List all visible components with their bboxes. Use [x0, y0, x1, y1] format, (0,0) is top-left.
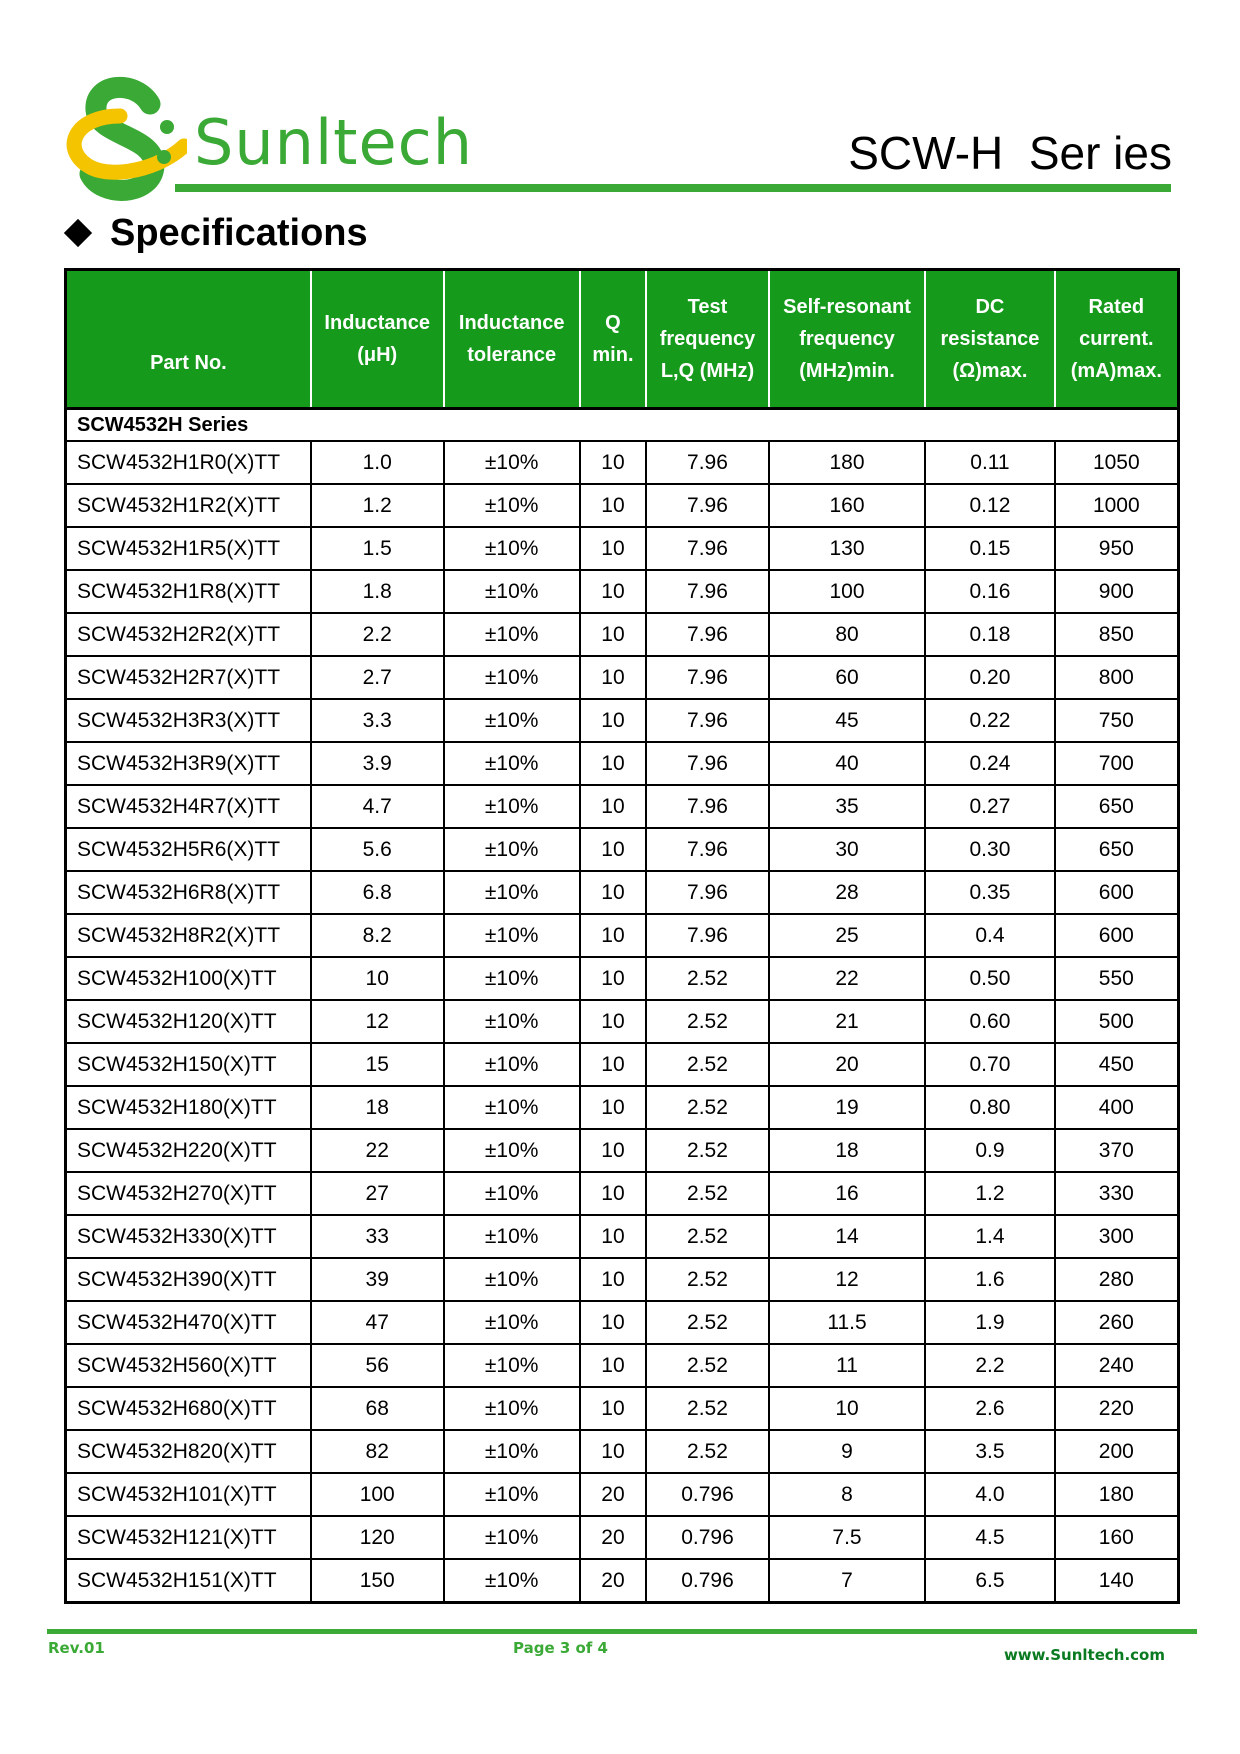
test-frequency-cell: 7.96: [646, 484, 769, 527]
q-min-cell: 20: [580, 1559, 646, 1603]
dcr-cell: 2.2: [925, 1344, 1054, 1387]
dcr-cell: 0.70: [925, 1043, 1054, 1086]
table-row: [66, 1344, 1179, 1387]
tolerance-cell: ±10%: [444, 1086, 580, 1129]
q-min-cell: 10: [580, 1301, 646, 1344]
header-current-line: (mA)max.: [1070, 360, 1162, 382]
part-number-cell: SCW4532H330(X)TT: [66, 1215, 311, 1258]
header-current-line: current.: [1079, 328, 1154, 350]
srf-cell: 45: [769, 699, 925, 742]
q-min-cell: 10: [580, 914, 646, 957]
inductance-cell: 6.8: [311, 871, 444, 914]
inductance-cell: 22: [311, 1129, 444, 1172]
inductance-cell: 150: [311, 1559, 444, 1603]
header-test-frequency-line: Test: [687, 296, 728, 318]
srf-cell: 30: [769, 828, 925, 871]
page-number: Page 3 of 4: [513, 1639, 608, 1657]
header-tolerance-line: Inductance: [458, 312, 565, 334]
table-row: [66, 656, 1179, 699]
inductance-cell: 56: [311, 1344, 444, 1387]
srf-cell: 28: [769, 871, 925, 914]
inductance-cell: 33: [311, 1215, 444, 1258]
rated-current-cell: 220: [1055, 1387, 1179, 1430]
part-number-cell: SCW4532H1R2(X)TT: [66, 484, 311, 527]
test-frequency-cell: 2.52: [646, 1258, 769, 1301]
header-rated-current: [1055, 270, 1179, 409]
sunltech-logo-icon: [62, 72, 187, 204]
tolerance-cell: ±10%: [444, 1387, 580, 1430]
series-group-label: SCW4532H Series: [66, 409, 1179, 442]
header-tolerance: [444, 270, 580, 409]
tolerance-cell: ±10%: [444, 527, 580, 570]
dcr-cell: 0.22: [925, 699, 1054, 742]
dcr-cell: 0.35: [925, 871, 1054, 914]
srf-cell: 180: [769, 441, 925, 484]
tolerance-cell: ±10%: [444, 613, 580, 656]
rated-current-cell: 950: [1055, 527, 1179, 570]
rated-current-cell: 800: [1055, 656, 1179, 699]
test-frequency-cell: 7.96: [646, 656, 769, 699]
dcr-cell: 0.30: [925, 828, 1054, 871]
dcr-cell: 0.9: [925, 1129, 1054, 1172]
tolerance-cell: ±10%: [444, 1215, 580, 1258]
inductance-cell: 1.8: [311, 570, 444, 613]
rated-current-cell: 200: [1055, 1430, 1179, 1473]
header-dcr-line: resistance: [940, 328, 1040, 350]
srf-cell: 130: [769, 527, 925, 570]
header-test-frequency-line: frequency: [659, 328, 756, 350]
tolerance-cell: ±10%: [444, 1344, 580, 1387]
test-frequency-cell: 2.52: [646, 1000, 769, 1043]
part-number-cell: SCW4532H3R3(X)TT: [66, 699, 311, 742]
test-frequency-cell: 0.796: [646, 1559, 769, 1603]
section-heading: [62, 214, 368, 252]
rated-current-cell: 330: [1055, 1172, 1179, 1215]
test-frequency-cell: 7.96: [646, 527, 769, 570]
srf-cell: 16: [769, 1172, 925, 1215]
part-number-cell: SCW4532H270(X)TT: [66, 1172, 311, 1215]
part-number-cell: SCW4532H220(X)TT: [66, 1129, 311, 1172]
rated-current-cell: 500: [1055, 1000, 1179, 1043]
dcr-cell: 6.5: [925, 1559, 1054, 1603]
rated-current-cell: 1050: [1055, 441, 1179, 484]
srf-cell: 80: [769, 613, 925, 656]
inductance-cell: 12: [311, 1000, 444, 1043]
part-number-cell: SCW4532H120(X)TT: [66, 1000, 311, 1043]
dcr-cell: 0.18: [925, 613, 1054, 656]
rated-current-cell: 1000: [1055, 484, 1179, 527]
tolerance-cell: ±10%: [444, 785, 580, 828]
table-row: [66, 1129, 1179, 1172]
inductance-cell: 5.6: [311, 828, 444, 871]
header-q-line: min.: [592, 344, 634, 366]
part-number-cell: SCW4532H1R8(X)TT: [66, 570, 311, 613]
inductance-cell: 8.2: [311, 914, 444, 957]
rated-current-cell: 600: [1055, 914, 1179, 957]
rated-current-cell: 180: [1055, 1473, 1179, 1516]
rated-current-cell: 300: [1055, 1215, 1179, 1258]
test-frequency-cell: 7.96: [646, 699, 769, 742]
header-dcr-line: (Ω)max.: [952, 360, 1028, 382]
dcr-cell: 0.27: [925, 785, 1054, 828]
part-number-cell: SCW4532H151(X)TT: [66, 1559, 311, 1603]
header-dcr-line: DC: [975, 296, 1005, 318]
table-row: [66, 1301, 1179, 1344]
table-row: [66, 1387, 1179, 1430]
part-number-cell: SCW4532H6R8(X)TT: [66, 871, 311, 914]
diamond-bullet-icon: [64, 219, 92, 247]
tolerance-cell: ±10%: [444, 828, 580, 871]
tolerance-cell: ±10%: [444, 742, 580, 785]
dcr-cell: 4.0: [925, 1473, 1054, 1516]
header-divider: [175, 184, 1171, 192]
part-number-cell: SCW4532H2R7(X)TT: [66, 656, 311, 699]
table-row: [66, 1430, 1179, 1473]
table-row: [66, 957, 1179, 1000]
q-min-cell: 10: [580, 871, 646, 914]
inductance-cell: 27: [311, 1172, 444, 1215]
website-link[interactable]: www.Sunltech.com: [1003, 1646, 1165, 1664]
test-frequency-cell: 2.52: [646, 1129, 769, 1172]
q-min-cell: 10: [580, 441, 646, 484]
srf-cell: 40: [769, 742, 925, 785]
test-frequency-cell: 7.96: [646, 871, 769, 914]
table-row: [66, 1000, 1179, 1043]
inductance-cell: 120: [311, 1516, 444, 1559]
part-number-cell: SCW4532H150(X)TT: [66, 1043, 311, 1086]
part-number-cell: SCW4532H470(X)TT: [66, 1301, 311, 1344]
tolerance-cell: ±10%: [444, 1430, 580, 1473]
part-number-cell: SCW4532H101(X)TT: [66, 1473, 311, 1516]
part-number-cell: SCW4532H121(X)TT: [66, 1516, 311, 1559]
test-frequency-cell: 2.52: [646, 1086, 769, 1129]
header-current-line: Rated: [1088, 296, 1145, 318]
part-number-cell: SCW4532H1R5(X)TT: [66, 527, 311, 570]
test-frequency-cell: 7.96: [646, 785, 769, 828]
test-frequency-cell: 7.96: [646, 742, 769, 785]
part-number-cell: SCW4532H2R2(X)TT: [66, 613, 311, 656]
tolerance-cell: ±10%: [444, 699, 580, 742]
part-number-cell: SCW4532H680(X)TT: [66, 1387, 311, 1430]
rated-current-cell: 650: [1055, 785, 1179, 828]
tolerance-cell: ±10%: [444, 1172, 580, 1215]
tolerance-cell: ±10%: [444, 1473, 580, 1516]
rated-current-cell: 140: [1055, 1559, 1179, 1603]
inductance-cell: 1.2: [311, 484, 444, 527]
header-inductance-unit: (μH): [357, 344, 398, 366]
inductance-cell: 1.0: [311, 441, 444, 484]
inductance-cell: 2.2: [311, 613, 444, 656]
srf-cell: 8: [769, 1473, 925, 1516]
srf-cell: 100: [769, 570, 925, 613]
table-row: [66, 441, 1179, 484]
inductance-cell: 100: [311, 1473, 444, 1516]
dcr-cell: 1.6: [925, 1258, 1054, 1301]
part-number-cell: SCW4532H390(X)TT: [66, 1258, 311, 1301]
srf-cell: 11.5: [769, 1301, 925, 1344]
srf-cell: 14: [769, 1215, 925, 1258]
srf-cell: 60: [769, 656, 925, 699]
tolerance-cell: ±10%: [444, 570, 580, 613]
tolerance-cell: ±10%: [444, 1258, 580, 1301]
part-number-cell: SCW4532H8R2(X)TT: [66, 914, 311, 957]
test-frequency-cell: 2.52: [646, 1387, 769, 1430]
table-row: [66, 484, 1179, 527]
dcr-cell: 1.2: [925, 1172, 1054, 1215]
tolerance-cell: ±10%: [444, 441, 580, 484]
q-min-cell: 10: [580, 1344, 646, 1387]
tolerance-cell: ±10%: [444, 871, 580, 914]
rated-current-cell: 550: [1055, 957, 1179, 1000]
table-header-row: [66, 270, 1179, 409]
specifications-table: [64, 268, 1180, 1604]
srf-cell: 7: [769, 1559, 925, 1603]
srf-cell: 18: [769, 1129, 925, 1172]
part-number-cell: SCW4532H1R0(X)TT: [66, 441, 311, 484]
q-min-cell: 10: [580, 570, 646, 613]
rated-current-cell: 650: [1055, 828, 1179, 871]
dcr-cell: 4.5: [925, 1516, 1054, 1559]
rated-current-cell: 850: [1055, 613, 1179, 656]
srf-cell: 12: [769, 1258, 925, 1301]
test-frequency-cell: 2.52: [646, 1301, 769, 1344]
rated-current-cell: 400: [1055, 1086, 1179, 1129]
inductance-cell: 1.5: [311, 527, 444, 570]
inductance-cell: 47: [311, 1301, 444, 1344]
dcr-cell: 0.11: [925, 441, 1054, 484]
q-min-cell: 10: [580, 1000, 646, 1043]
part-number-cell: SCW4532H3R9(X)TT: [66, 742, 311, 785]
tolerance-cell: ±10%: [444, 1000, 580, 1043]
dcr-cell: 0.20: [925, 656, 1054, 699]
part-number-cell: SCW4532H4R7(X)TT: [66, 785, 311, 828]
table-row: [66, 1215, 1179, 1258]
test-frequency-cell: 7.96: [646, 914, 769, 957]
section-title: Specifications: [110, 212, 368, 254]
q-min-cell: 10: [580, 1043, 646, 1086]
table-row: [66, 1559, 1179, 1603]
header-inductance-line: Inductance: [324, 312, 430, 334]
inductance-cell: 39: [311, 1258, 444, 1301]
inductance-cell: 10: [311, 957, 444, 1000]
series-title: SCW-H Ser ies: [848, 127, 1172, 179]
table-row: [66, 1258, 1179, 1301]
test-frequency-cell: 0.796: [646, 1473, 769, 1516]
q-min-cell: 10: [580, 1430, 646, 1473]
srf-cell: 22: [769, 957, 925, 1000]
header-tolerance-line: tolerance: [467, 344, 557, 366]
dcr-cell: 0.60: [925, 1000, 1054, 1043]
rated-current-cell: 160: [1055, 1516, 1179, 1559]
header-srf-line: frequency: [799, 328, 895, 350]
tolerance-cell: ±10%: [444, 957, 580, 1000]
dcr-cell: 0.24: [925, 742, 1054, 785]
inductance-cell: 2.7: [311, 656, 444, 699]
footer-divider: [47, 1629, 1197, 1634]
inductance-cell: 4.7: [311, 785, 444, 828]
q-min-cell: 10: [580, 1215, 646, 1258]
rated-current-cell: 260: [1055, 1301, 1179, 1344]
rated-current-cell: 600: [1055, 871, 1179, 914]
srf-cell: 7.5: [769, 1516, 925, 1559]
table-row: [66, 699, 1179, 742]
brand-name: Sunltech: [194, 106, 474, 179]
test-frequency-cell: 2.52: [646, 1344, 769, 1387]
dcr-cell: 1.9: [925, 1301, 1054, 1344]
header-srf-line: (MHz)min.: [799, 360, 895, 382]
inductance-cell: 3.9: [311, 742, 444, 785]
rated-current-cell: 240: [1055, 1344, 1179, 1387]
dcr-cell: 0.16: [925, 570, 1054, 613]
part-number-cell: SCW4532H820(X)TT: [66, 1430, 311, 1473]
srf-cell: 9: [769, 1430, 925, 1473]
rated-current-cell: 900: [1055, 570, 1179, 613]
test-frequency-cell: 2.52: [646, 957, 769, 1000]
tolerance-cell: ±10%: [444, 656, 580, 699]
srf-cell: 160: [769, 484, 925, 527]
dcr-cell: 1.4: [925, 1215, 1054, 1258]
test-frequency-cell: 2.52: [646, 1043, 769, 1086]
dcr-cell: 0.80: [925, 1086, 1054, 1129]
q-min-cell: 10: [580, 785, 646, 828]
rated-current-cell: 370: [1055, 1129, 1179, 1172]
dcr-cell: 0.15: [925, 527, 1054, 570]
table-row: [66, 785, 1179, 828]
q-min-cell: 10: [580, 1172, 646, 1215]
table-row: [66, 1086, 1179, 1129]
q-min-cell: 10: [580, 828, 646, 871]
header-test-frequency-line: L,Q (MHz): [660, 360, 755, 382]
tolerance-cell: ±10%: [444, 1043, 580, 1086]
table-row: [66, 527, 1179, 570]
series-group-row: [66, 409, 1179, 442]
tolerance-cell: ±10%: [444, 1516, 580, 1559]
q-min-cell: 10: [580, 1387, 646, 1430]
table-row: [66, 1043, 1179, 1086]
dcr-cell: 0.12: [925, 484, 1054, 527]
inductance-cell: 82: [311, 1430, 444, 1473]
inductance-cell: 18: [311, 1086, 444, 1129]
q-min-cell: 20: [580, 1516, 646, 1559]
tolerance-cell: ±10%: [444, 484, 580, 527]
header-self-resonant-frequency: [769, 270, 925, 409]
tolerance-cell: ±10%: [444, 1129, 580, 1172]
rated-current-cell: 750: [1055, 699, 1179, 742]
table-row: [66, 871, 1179, 914]
q-min-cell: 10: [580, 613, 646, 656]
tolerance-cell: ±10%: [444, 1301, 580, 1344]
q-min-cell: 10: [580, 957, 646, 1000]
header-q-min: [580, 270, 646, 409]
dcr-cell: 0.4: [925, 914, 1054, 957]
test-frequency-cell: 7.96: [646, 570, 769, 613]
test-frequency-cell: 2.52: [646, 1430, 769, 1473]
dcr-cell: 2.6: [925, 1387, 1054, 1430]
header-part-no: Part No.: [66, 270, 311, 409]
q-min-cell: 10: [580, 742, 646, 785]
q-min-cell: 10: [580, 1129, 646, 1172]
test-frequency-cell: 7.96: [646, 828, 769, 871]
srf-cell: 35: [769, 785, 925, 828]
srf-cell: 11: [769, 1344, 925, 1387]
table-row: [66, 570, 1179, 613]
table-row: [66, 828, 1179, 871]
part-number-cell: SCW4532H5R6(X)TT: [66, 828, 311, 871]
srf-cell: 21: [769, 1000, 925, 1043]
test-frequency-cell: 0.796: [646, 1516, 769, 1559]
inductance-cell: 3.3: [311, 699, 444, 742]
srf-cell: 19: [769, 1086, 925, 1129]
q-min-cell: 10: [580, 1086, 646, 1129]
srf-cell: 20: [769, 1043, 925, 1086]
table-row: [66, 1473, 1179, 1516]
q-min-cell: 20: [580, 1473, 646, 1516]
test-frequency-cell: 7.96: [646, 441, 769, 484]
header-inductance: [311, 270, 444, 409]
tolerance-cell: ±10%: [444, 914, 580, 957]
part-number-cell: SCW4532H100(X)TT: [66, 957, 311, 1000]
dcr-cell: 3.5: [925, 1430, 1054, 1473]
header-q-line: Q: [605, 312, 621, 334]
q-min-cell: 10: [580, 699, 646, 742]
header-srf-line: Self-resonant: [783, 296, 911, 318]
test-frequency-cell: 7.96: [646, 613, 769, 656]
rated-current-cell: 450: [1055, 1043, 1179, 1086]
inductance-cell: 15: [311, 1043, 444, 1086]
dcr-cell: 0.50: [925, 957, 1054, 1000]
header-test-frequency: [646, 270, 769, 409]
table-row: [66, 742, 1179, 785]
srf-cell: 10: [769, 1387, 925, 1430]
table-row: [66, 1172, 1179, 1215]
header-dc-resistance: [925, 270, 1054, 409]
q-min-cell: 10: [580, 656, 646, 699]
rated-current-cell: 280: [1055, 1258, 1179, 1301]
table-row: [66, 613, 1179, 656]
table-row: [66, 914, 1179, 957]
part-number-cell: SCW4532H560(X)TT: [66, 1344, 311, 1387]
test-frequency-cell: 2.52: [646, 1215, 769, 1258]
revision-label: Rev.01: [48, 1639, 105, 1657]
table-row: [66, 1516, 1179, 1559]
q-min-cell: 10: [580, 527, 646, 570]
part-number-cell: SCW4532H180(X)TT: [66, 1086, 311, 1129]
inductance-cell: 68: [311, 1387, 444, 1430]
q-min-cell: 10: [580, 1258, 646, 1301]
tolerance-cell: ±10%: [444, 1559, 580, 1603]
q-min-cell: 10: [580, 484, 646, 527]
srf-cell: 25: [769, 914, 925, 957]
rated-current-cell: 700: [1055, 742, 1179, 785]
test-frequency-cell: 2.52: [646, 1172, 769, 1215]
